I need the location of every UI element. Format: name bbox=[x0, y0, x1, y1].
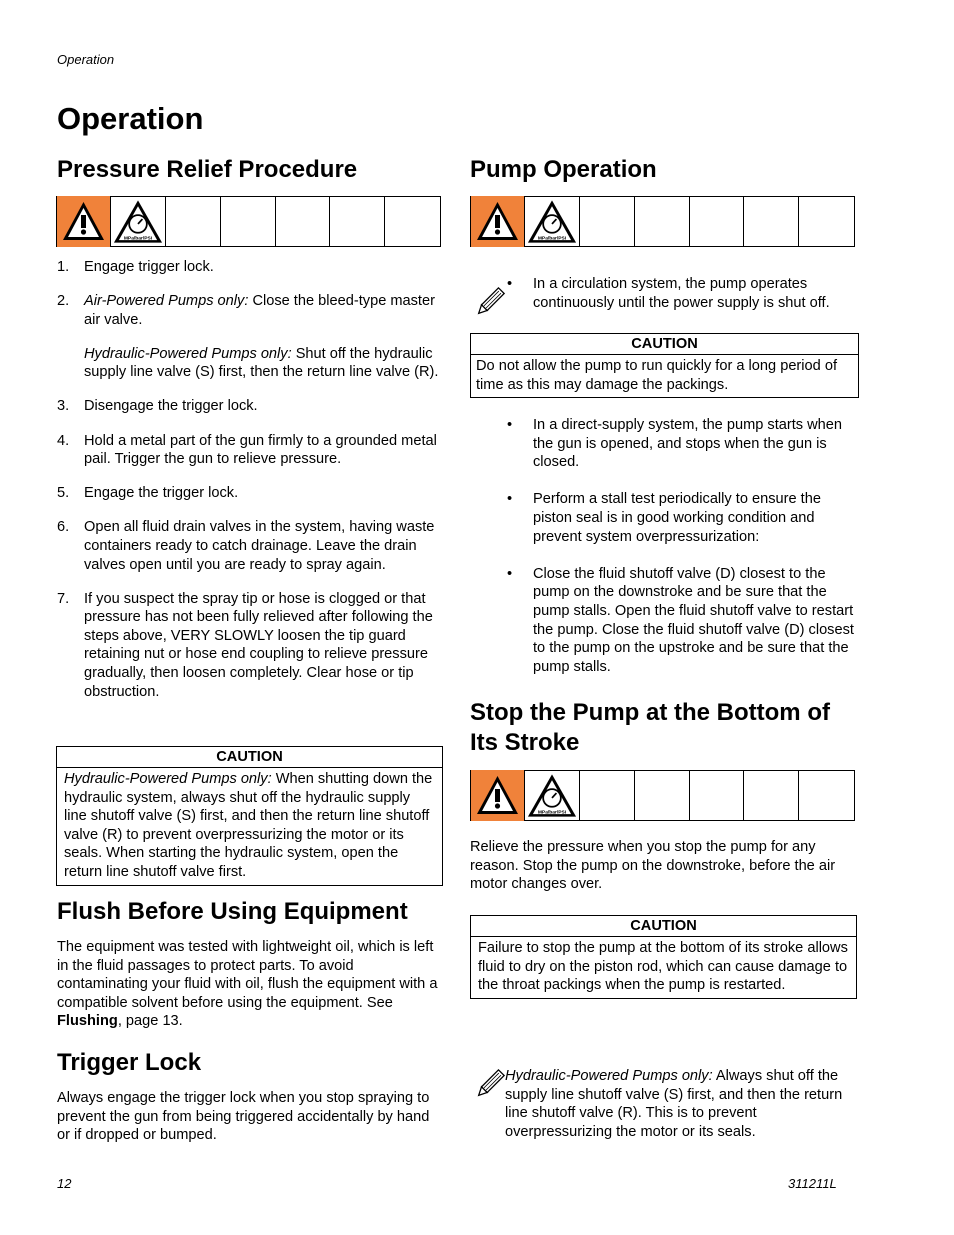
pressure-gauge-icon bbox=[524, 771, 579, 820]
caution-label: CAUTION bbox=[471, 334, 858, 355]
pencil-note-icon bbox=[473, 1067, 507, 1101]
warning-cell bbox=[689, 197, 744, 246]
caution-text: Failure to stop the pump at the bottom of its stroke allows fluid to dry on the piston rod, which can cause damage to the throat packings when the pump is restarted. bbox=[478, 940, 848, 994]
step-item: 4. Hold a metal part of the gun firmly to a grounded metal pail. Trigger the gun to relieve pressure. bbox=[57, 432, 437, 468]
caution-box-throat-packings bbox=[470, 915, 857, 999]
warning-triangle-icon bbox=[57, 197, 110, 246]
warning-cell bbox=[220, 197, 275, 246]
warning-symbol-strip bbox=[56, 196, 441, 247]
page-number: 12 bbox=[57, 1176, 72, 1191]
warning-symbol-strip bbox=[470, 770, 855, 821]
flush-heading: Flush Before Using Equipment bbox=[57, 898, 408, 925]
step-item: 7. If you suspect the spray tip or hose is clogged or that pressure has not been fully relieved after following the steps above, VERY SLOWLY loosen the tip guard retaining nut or hose end coupling to relieve pressure gradually, then loosen completely. Clear hose or tip obstruction. bbox=[57, 590, 433, 700]
step-item: 1. Engage trigger lock. bbox=[57, 259, 214, 275]
bullet-item: • Close the fluid shutoff valve (D) closest to the pump on the downstroke and be sure that the pump stalls. Open the fluid shutoff valve to restart the pump. Close the fluid shutoff valve (D) closest to the pump on the upstroke and be sure that the pump stalls. bbox=[507, 565, 854, 675]
warning-symbol-strip bbox=[470, 196, 855, 247]
step-item: 3. Disengage the trigger lock. bbox=[57, 398, 258, 415]
pencil-note-icon bbox=[473, 285, 507, 319]
pressure-gauge-icon bbox=[110, 197, 165, 246]
warning-cell bbox=[275, 197, 330, 246]
caution-text: Do not allow the pump to run quickly for a long period of time as this may damage the packings. bbox=[476, 358, 837, 393]
bullet-item: • Perform a stall test periodically to ensure the piston seal is in good working condition and prevent system overpressurization: bbox=[507, 491, 821, 545]
stop-pump-paragraph: Relieve the pressure when you stop the pump for any reason. Stop the pump on the downstroke, before the air motor changes over. bbox=[470, 839, 836, 893]
page-title: Operation bbox=[57, 101, 204, 136]
warning-cell bbox=[743, 197, 798, 246]
warning-cell bbox=[165, 197, 220, 246]
flushing-link[interactable]: Flushing bbox=[57, 1013, 118, 1030]
warning-cell bbox=[384, 197, 440, 246]
warning-cell bbox=[329, 197, 384, 246]
warning-cell bbox=[634, 197, 689, 246]
step-item: 5. Engage the trigger lock. bbox=[57, 485, 239, 502]
warning-cell bbox=[798, 197, 854, 246]
pressure-relief-steps bbox=[57, 258, 447, 717]
step-item: 6. Open all fluid drain valves in the system, having waste containers ready to catch drainage. Leave the drain valves open until you are ready to spray again. bbox=[57, 519, 435, 573]
document-number: 311211L bbox=[788, 1176, 837, 1191]
caution-label: CAUTION bbox=[57, 747, 442, 768]
gauge-label: MPa/bar/PSI bbox=[123, 236, 153, 242]
bullet-item: • In a direct-supply system, the pump starts when the gun is opened, and stops when the gun is closed. bbox=[507, 417, 843, 471]
warning-cell bbox=[743, 771, 798, 820]
caution-box-packings bbox=[470, 333, 859, 398]
circulation-note bbox=[505, 275, 863, 331]
pump-operation-heading: Pump Operation bbox=[470, 156, 657, 183]
trigger-lock-paragraph: Always engage the trigger lock when you stop spraying to prevent the gun from being triggered accidentally by hand or if dropped or bumped. bbox=[57, 1090, 430, 1144]
flush-paragraph: The equipment was tested with lightweight oil, which is left in the fluid passages to protect parts. To avoid contaminating your fluid with oil, flush the equipment with a compatible solvent before using the equipment. See Flushing, page 13. bbox=[57, 939, 438, 1030]
warning-cell bbox=[689, 771, 744, 820]
warning-triangle-icon bbox=[471, 197, 524, 246]
warning-cell bbox=[579, 197, 634, 246]
pressure-gauge-icon bbox=[524, 197, 579, 246]
pump-operation-bullets bbox=[505, 416, 860, 695]
caution-box-hydraulic bbox=[56, 746, 443, 886]
hydraulic-note: Hydraulic-Powered Pumps only: Always shut off the supply line shutoff valve (S) first, and then the return line shutoff valve (R). This is to prevent overpressurizing the motor or its seals. bbox=[505, 1068, 843, 1140]
gauge-label: MPa/bar/PSI bbox=[537, 810, 567, 816]
pressure-relief-heading: Pressure Relief Procedure bbox=[57, 156, 358, 183]
warning-cell bbox=[798, 771, 854, 820]
warning-triangle-icon bbox=[471, 771, 524, 820]
caution-label: CAUTION bbox=[471, 916, 856, 937]
caution-text: Hydraulic-Powered Pumps only: When shutting down the hydraulic system, always shut off the hydraulic supply line shutoff valve (S) first, and then the return line shutoff valve (R) to prevent overpressurizing the motor or its seals. When starting the hydraulic system, open the return line shutoff valve first. bbox=[64, 771, 433, 880]
warning-cell bbox=[579, 771, 634, 820]
bullet-item: • In a circulation system, the pump operates continuously until the power supply is shut off. bbox=[507, 276, 830, 311]
trigger-lock-heading: Trigger Lock bbox=[57, 1049, 202, 1076]
warning-cell bbox=[634, 771, 689, 820]
running-head: Operation bbox=[57, 52, 115, 67]
gauge-label: MPa/bar/PSI bbox=[537, 236, 567, 242]
stop-pump-heading: Stop the Pump at the Bottom of Its Stroke bbox=[470, 699, 830, 756]
step-sub-paragraph: Hydraulic-Powered Pumps only: Shut off the hydraulic supply line valve (S) first, then the return line valve (R). bbox=[84, 345, 439, 381]
step-item: 2. Air-Powered Pumps only: Close the bleed-type master air valve. Hydraulic-Powered Pumps only: Shut off the hydraulic supply line valve (S) first, then the return line valve (R). bbox=[57, 292, 447, 382]
